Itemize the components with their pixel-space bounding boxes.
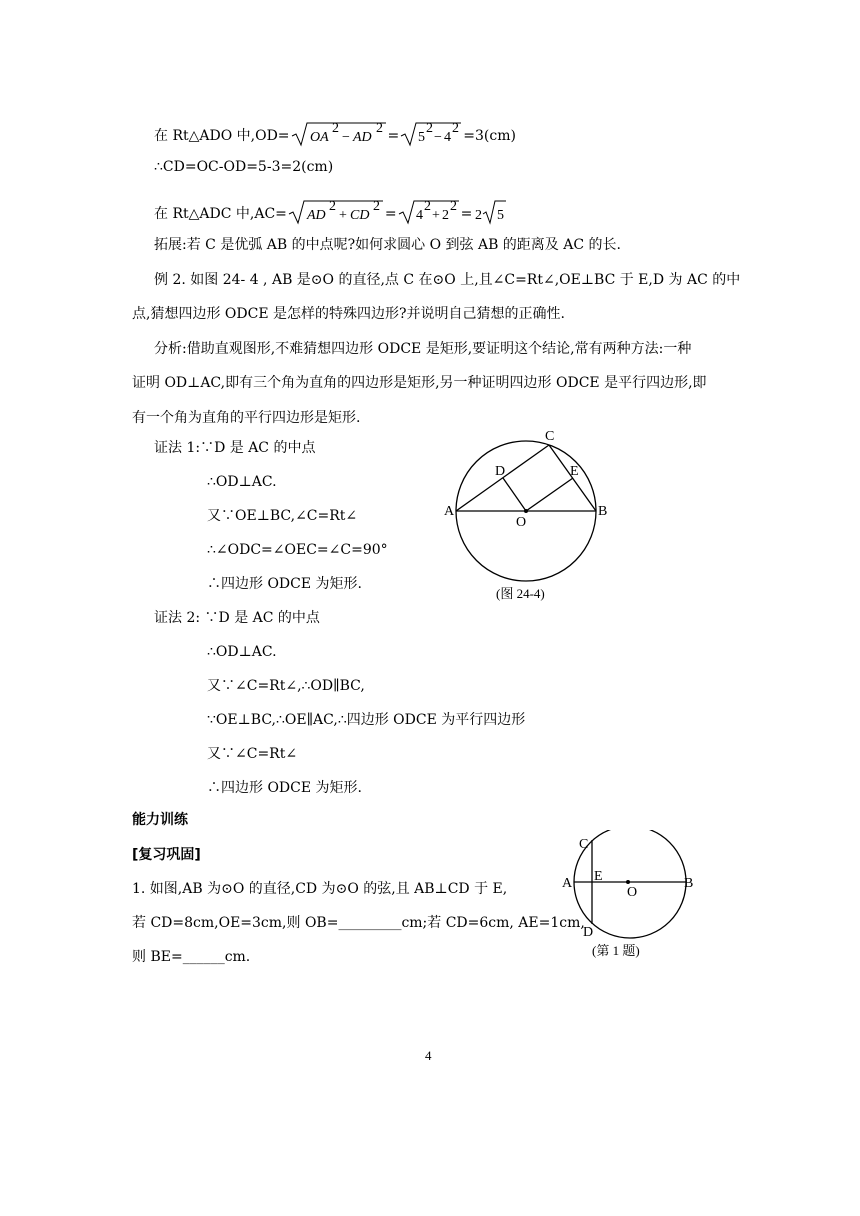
minus-sign-2: − [434, 130, 443, 145]
fig2-circle [574, 830, 686, 938]
fig2-label-a: A [562, 876, 573, 891]
oa-exp: 2 [331, 121, 339, 136]
oa-text: OA [309, 130, 329, 145]
proof2-line-5: 又∵∠C=Rt∠ [207, 746, 298, 762]
fig2-label-c: C [579, 837, 589, 852]
fig1-center-dot [524, 509, 528, 513]
fig2-label-o: O [627, 885, 638, 900]
four-exp-2: 2 [423, 199, 431, 214]
line-2: ∴CD=OC-OD=5-3=2(cm) [154, 159, 334, 175]
five-exp: 2 [426, 121, 434, 136]
fig1-label-d: D [495, 464, 506, 479]
eq-3b: = [460, 206, 473, 222]
radical-5-4 [399, 120, 463, 148]
question-1-line-3: 则 BE=______cm. [132, 949, 251, 965]
plus-sign: + [338, 208, 347, 223]
line-5: 例 2. 如图 24- 4 , AB 是⊙O 的直径,点 C 在⊙O 上,且∠C=Rt∠,OE⊥BC 于 E,D 为 AC 的中 [154, 272, 741, 288]
eq-1: = [387, 128, 400, 144]
two-exp: 2 [449, 199, 457, 214]
proof2-line-1: 证法 2: ∵D 是 AC 的中点 [154, 610, 320, 626]
four-exp: 2 [452, 121, 460, 136]
minus-sign: − [341, 130, 350, 145]
proof2-line-3: 又∵∠C=Rt∠,∴OD∥BC, [207, 678, 365, 694]
fig1-label-o: O [516, 515, 527, 530]
proof1-line-5: ∴四边形 ODCE 为矩形. [207, 576, 362, 592]
fig1-label-a: A [444, 504, 455, 519]
five-text: 5 [418, 130, 426, 145]
result-3cm: =3(cm) [463, 128, 516, 144]
result-coef: 2 [475, 208, 483, 223]
figure-24-4 [430, 428, 630, 598]
proof1-line-4: ∴∠ODC=∠OEC=∠C=90° [207, 542, 388, 558]
plus-sign-2: + [431, 208, 440, 223]
four-text: 4 [444, 130, 452, 145]
subsection-heading: [复习巩固] [132, 847, 201, 863]
two-text: 2 [441, 208, 449, 223]
ad-text: AD [352, 130, 372, 145]
line-9: 有一个角为直角的平行四边形是矩形. [132, 410, 361, 426]
line-6: 点,猜想四边形 ODCE 是怎样的特殊四边形?并说明自己猜想的正确性. [132, 306, 565, 322]
section-heading: 能力训练 [132, 812, 188, 828]
fig1-label-c: C [545, 429, 555, 444]
fig1-segment-oe [526, 478, 573, 511]
proof2-line-2: ∴OD⊥AC. [207, 644, 277, 660]
cd-exp: 2 [372, 199, 380, 214]
line-1-prefix: 在 Rt△ADO 中,OD= [154, 128, 290, 144]
line-3 [154, 198, 508, 226]
line-8: 证明 OD⊥AC,即有三个角为直角的四边形是矩形,另一种证明四边形 ODCE 是平行四边形,即 [132, 375, 707, 391]
cd-text: CD [349, 208, 370, 223]
fig1-segment-od [503, 478, 526, 511]
radical-4-2 [397, 198, 461, 226]
fig2-label-d: D [583, 925, 594, 940]
proof1-line-2: ∴OD⊥AC. [207, 474, 277, 490]
fig1-label-e: E [570, 464, 579, 479]
fig2-label-b: B [684, 876, 694, 891]
radical-oa-ad [290, 120, 388, 148]
fig2-center-dot [626, 880, 630, 884]
eq-3: = [384, 206, 397, 222]
line-7: 分析:借助直观图形,不难猜想四边形 ODCE 是矩形,要证明这个结论,常有两种方法:一种 [154, 341, 692, 357]
ad-exp-2: 2 [328, 199, 336, 214]
proof2-line-6: ∴四边形 ODCE 为矩形. [207, 780, 362, 796]
result-rad: 5 [497, 208, 505, 223]
ad-exp: 2 [375, 121, 383, 136]
line-3-prefix: 在 Rt△ADC 中,AC= [154, 206, 287, 222]
figure-question-1-caption: (第 1 题) [592, 943, 640, 958]
question-1-line-2: 若 CD=8cm,OE=3cm,则 OB=_________cm;若 CD=6cm, AE=1cm, [132, 915, 585, 931]
line-4: 拓展:若 C 是优弧 AB 的中点呢?如何求圆心 O 到弦 AB 的距离及 AC 的长. [154, 237, 621, 253]
radical-ad-cd [287, 198, 385, 226]
question-1-line-1: 1. 如图,AB 为⊙O 的直径,CD 为⊙O 的弦,且 AB⊥CD 于 E, [132, 881, 508, 897]
line-1 [154, 120, 516, 148]
fig1-label-b: B [598, 504, 608, 519]
proof2-line-4: ∵OE⊥BC,∴OE∥AC,∴四边形 ODCE 为平行四边形 [207, 712, 526, 728]
fig2-label-e: E [594, 869, 603, 884]
ad-text-2: AD [306, 208, 326, 223]
page-number: 4 [425, 1048, 432, 1063]
result-2-root-5 [472, 198, 508, 226]
figure-question-1 [556, 830, 716, 950]
proof1-line-1: 证法 1:∵D 是 AC 的中点 [154, 440, 316, 456]
figure-24-4-caption: (图 24-4) [496, 586, 545, 601]
proof1-line-3: 又∵OE⊥BC,∠C=Rt∠ [207, 508, 358, 524]
four-text-2: 4 [415, 208, 423, 223]
